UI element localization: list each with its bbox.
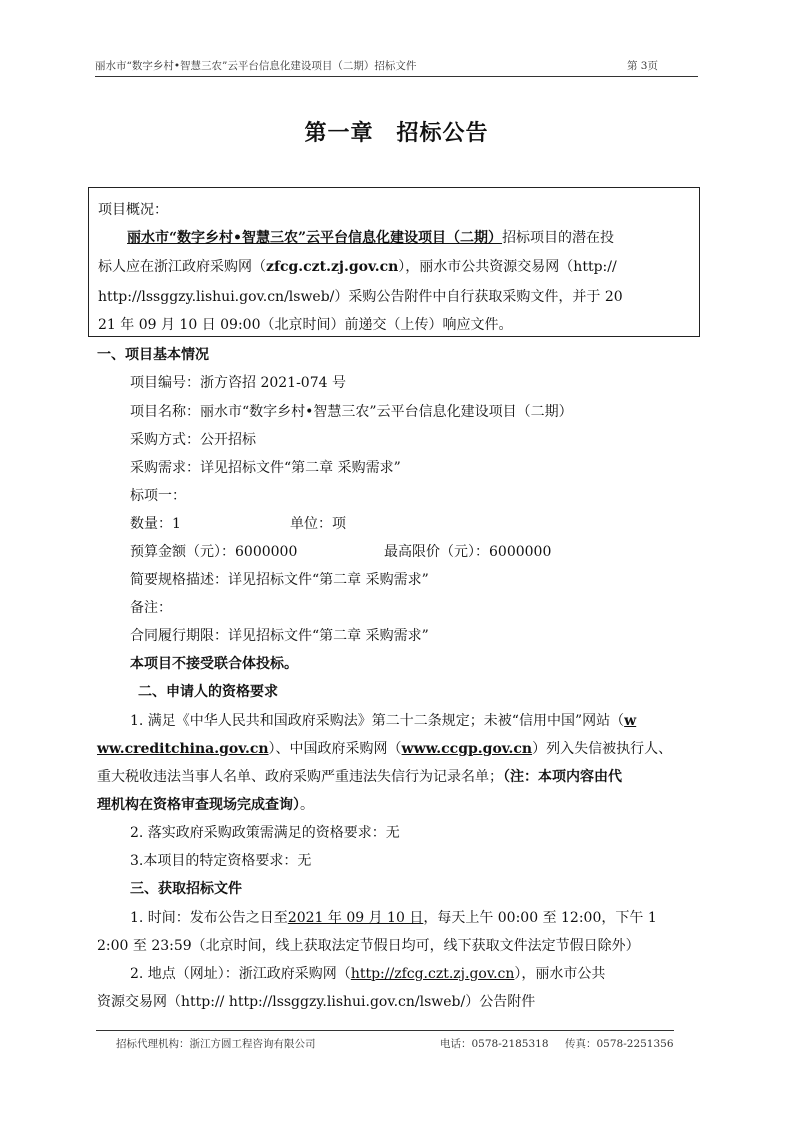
creditchina-link-a[interactable]: w xyxy=(624,713,637,729)
chapter-title: 第一章 招标公告 xyxy=(304,120,489,146)
quantity: 数量：1 xyxy=(130,516,181,532)
footer-phone: 电话：0578-2185318 xyxy=(440,1038,549,1050)
consortium-note-a: 本项目不接受 xyxy=(130,656,214,672)
overview-box xyxy=(88,187,700,337)
obtain-time-a: 1. 时间：发布公告之日至 xyxy=(130,910,288,926)
q1-note-a: （注：本项内容由代 xyxy=(503,769,622,785)
ccgp-link[interactable]: www.ccgp.gov.cn xyxy=(401,741,533,757)
obtain-time-b: ，每天上午 00:00 至 12:00，下午 1 xyxy=(423,910,657,926)
project-number: 项目编号：浙方咨招 2021-074 号 xyxy=(130,375,346,391)
consortium-note-b: 联合体投标。 xyxy=(214,656,298,672)
overview-line-1 xyxy=(127,227,614,247)
zfcg-link[interactable]: http://zfcg.czt.zj.gov.cn xyxy=(350,966,515,982)
overview-project-name: 丽水市“数字乡村•智慧三农”云平台信息化建设项目（二期） xyxy=(127,230,503,246)
contract-period: 合同履行期限：详见招标文件“第二章 采购需求” xyxy=(130,628,429,644)
page-header xyxy=(95,56,698,77)
overview-line-1-rest: 招标项目的潜在投 xyxy=(502,230,615,246)
consortium-note xyxy=(130,653,298,673)
obtain-location-line-2: 资源交易网（http:// http://lssggzy.lishui.gov.cn/lsweb/）公告附件 xyxy=(97,994,536,1010)
q1-text-c: ）列入失信被执行人、 xyxy=(532,741,673,757)
footer-agency: 招标代理机构：浙江方圆工程咨询有限公司 xyxy=(116,1038,316,1050)
overview-line-2-a: 标人应在浙江政府采购网（ xyxy=(98,259,266,275)
overview-line-3: http://lssggzy.lishui.gov.cn/lsweb/）采购公告附件中自行获取采购文件，并于 20 xyxy=(98,289,623,305)
obtain-location-b: ），丽水市公共 xyxy=(514,966,606,982)
creditchina-link-b[interactable]: ww.creditchina.gov.cn xyxy=(97,741,269,757)
overview-url[interactable]: zfcg.czt.zj.gov.cn xyxy=(266,259,399,275)
lot-label: 标项一： xyxy=(130,488,186,504)
section1-heading: 一、项目基本情况 xyxy=(97,347,209,363)
budget-amount: 预算金额（元）：6000000 xyxy=(130,544,298,560)
overview-line-2-b: ），丽水市公共资源交易网（http:// xyxy=(398,259,617,275)
q1-text-a: 1. 满足《中华人民共和国政府采购法》第二十二条规定；未被“信用中国”网站（ xyxy=(130,713,625,729)
unit: 单位：项 xyxy=(290,516,346,532)
qualification-item-3: 3.本项目的特定资格要求：无 xyxy=(130,853,312,869)
qualification-item-1-line-4 xyxy=(97,794,314,814)
procurement-demand: 采购需求：详见招标文件“第二章 采购需求” xyxy=(130,460,401,476)
obtain-time-line-1 xyxy=(130,907,657,927)
obtain-location-a: 2. 地点（网址）：浙江政府采购网（ xyxy=(130,966,351,982)
overview-line-4: 21 年 09 月 10 日 09:00（北京时间）前递交（上传）响应文件。 xyxy=(98,317,513,333)
q1-note-b: 理机构在资格审查现场完成查询） xyxy=(97,797,300,813)
project-name: 项目名称：丽水市“数字乡村•智慧三农”云平台信息化建设项目（二期） xyxy=(130,404,573,420)
procurement-method: 采购方式：公开招标 xyxy=(130,432,256,448)
section2-heading: 二、申请人的资格要求 xyxy=(138,684,278,700)
q1-text-b: ）、中国政府采购网（ xyxy=(268,741,402,757)
section3-heading: 三、获取招标文件 xyxy=(130,881,242,897)
footer-fax: 传真：0578-2251356 xyxy=(565,1038,674,1050)
overview-label: 项目概况： xyxy=(98,202,168,218)
remark: 备注： xyxy=(130,600,172,616)
obtain-time-line-2: 2:00 至 23:59（北京时间，线上获取法定节假日均可，线下获取文件法定节假日除外） xyxy=(97,938,640,954)
footer-divider xyxy=(96,1030,674,1031)
qualification-item-1-line-2 xyxy=(97,738,672,758)
max-price: 最高限价（元）：6000000 xyxy=(384,544,552,560)
q1-text-g: 。 xyxy=(300,797,314,813)
spec-description: 简要规格描述：详见招标文件“第二章 采购需求” xyxy=(130,572,429,588)
obtain-date: 2021 年 09 月 10 日 xyxy=(287,910,424,926)
q1-text-d: 重大税收违法当事人名单、政府采购严重违法失信行为记录名单； xyxy=(97,769,503,785)
obtain-location-line-1 xyxy=(130,963,605,983)
qualification-item-1-line-1 xyxy=(130,710,636,730)
header-doc-title: 丽水市“数字乡村•智慧三农”云平台信息化建设项目（二期）招标文件 xyxy=(95,60,417,72)
qualification-item-2: 2. 落实政府采购政策需满足的资格要求：无 xyxy=(130,825,400,841)
qualification-item-1-line-3 xyxy=(97,766,622,786)
header-page-number: 第 3页 xyxy=(626,60,658,72)
overview-line-2 xyxy=(98,256,617,276)
